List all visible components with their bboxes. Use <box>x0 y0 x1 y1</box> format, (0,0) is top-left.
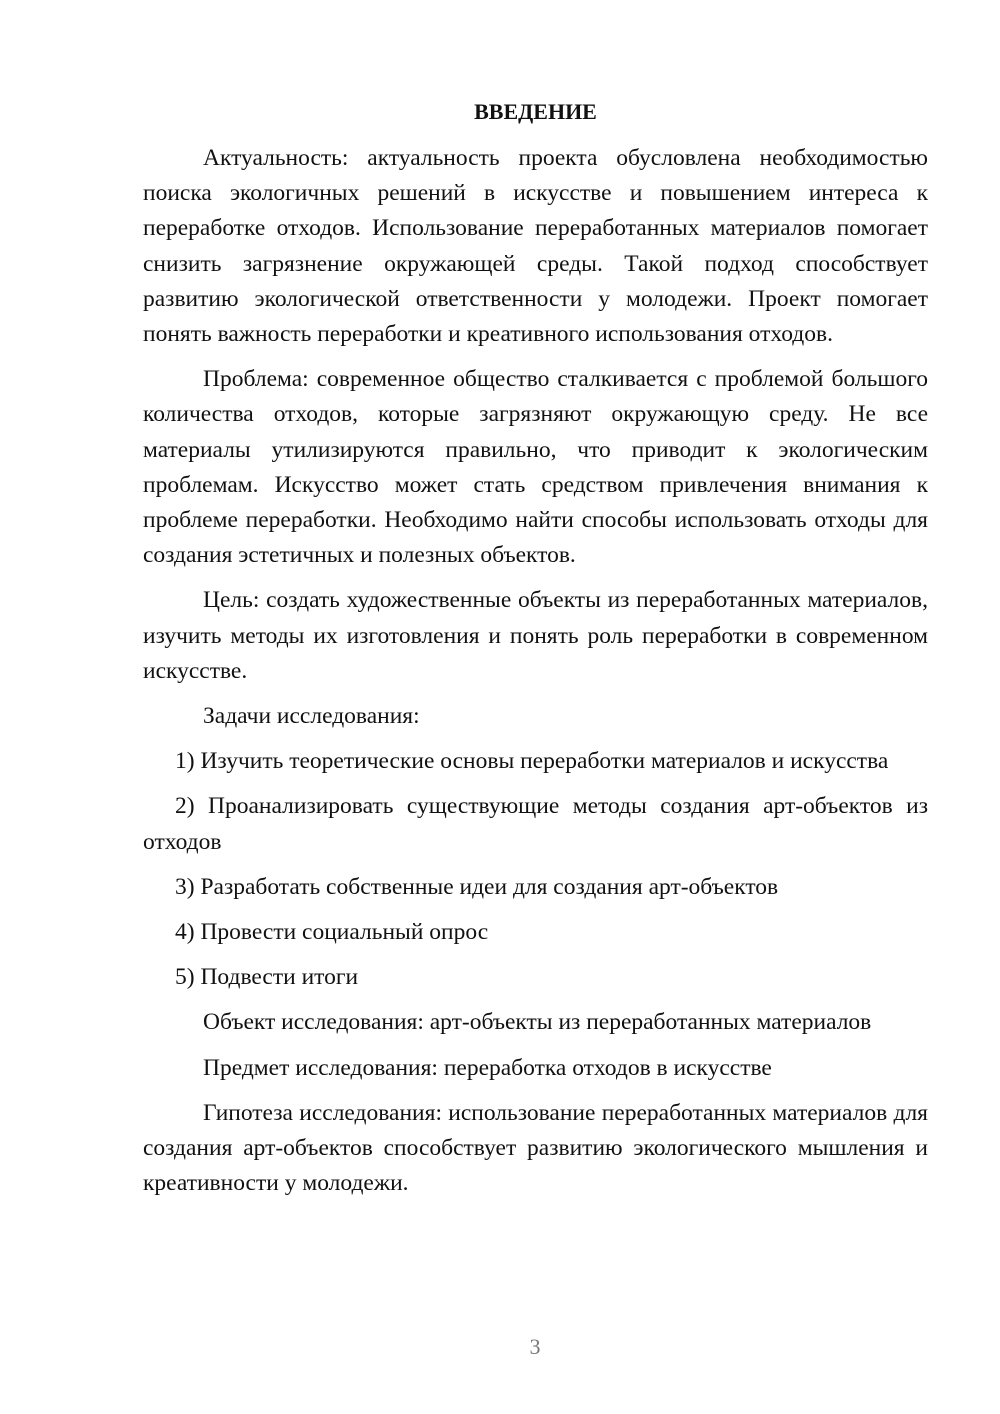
paragraph-subject: Предмет исследования: переработка отходов в искусстве <box>203 1054 772 1081</box>
task-item: 5) Подвести итоги <box>175 964 359 991</box>
paragraph-goal: Цель: создать художественные объекты из переработанных материалов, изучить методы их изготовления и понять роль переработки в современном искусстве. <box>143 587 928 684</box>
page-number: 3 <box>529 1334 541 1359</box>
paragraph-relevance: Актуальность: актуальность проекта обусловлена необходимостью поиска экологичных решений в искусстве и повышением интереса к переработке отходов. Использование переработанных материалов помогает снизить загрязнение окружающей среды. Такой подход способствует развитию экологической ответственности у молодежи. Проект помогает понять важность переработки и креативного использования отходов. <box>143 145 928 348</box>
tasks-label: Задачи исследования: <box>203 703 420 730</box>
paragraph-problem: Проблема: современное общество сталкивается с проблемой большого количества отходов, которые загрязняют окружающую среду. Не все материалы утилизируются правильно, что приводит к экологическим проблемам. Искусство может стать средством привлечения внимания к проблеме переработки. Необходимо найти способы использовать отходы для создания эстетичных и полезных объектов. <box>143 366 928 569</box>
paragraph-hypothesis: Гипотеза исследования: использование переработанных материалов для создания арт-объектов способствует развитию экологического мышления и креативности у молодежи. <box>143 1099 928 1197</box>
task-item: 4) Провести социальный опрос <box>175 919 489 946</box>
page-content <box>143 94 928 1211</box>
paragraph-object: Объект исследования: арт-объекты из переработанных материалов <box>203 1009 872 1036</box>
task-item: 3) Разработать собственные идеи для создания арт-объектов <box>175 873 779 900</box>
task-item: 1) Изучить теоретические основы переработки материалов и искусства <box>175 748 889 775</box>
task-item: 2) Проанализировать существующие методы создания арт-объектов из отходов <box>143 793 928 855</box>
page-title: ВВЕДЕНИЕ <box>474 99 597 124</box>
